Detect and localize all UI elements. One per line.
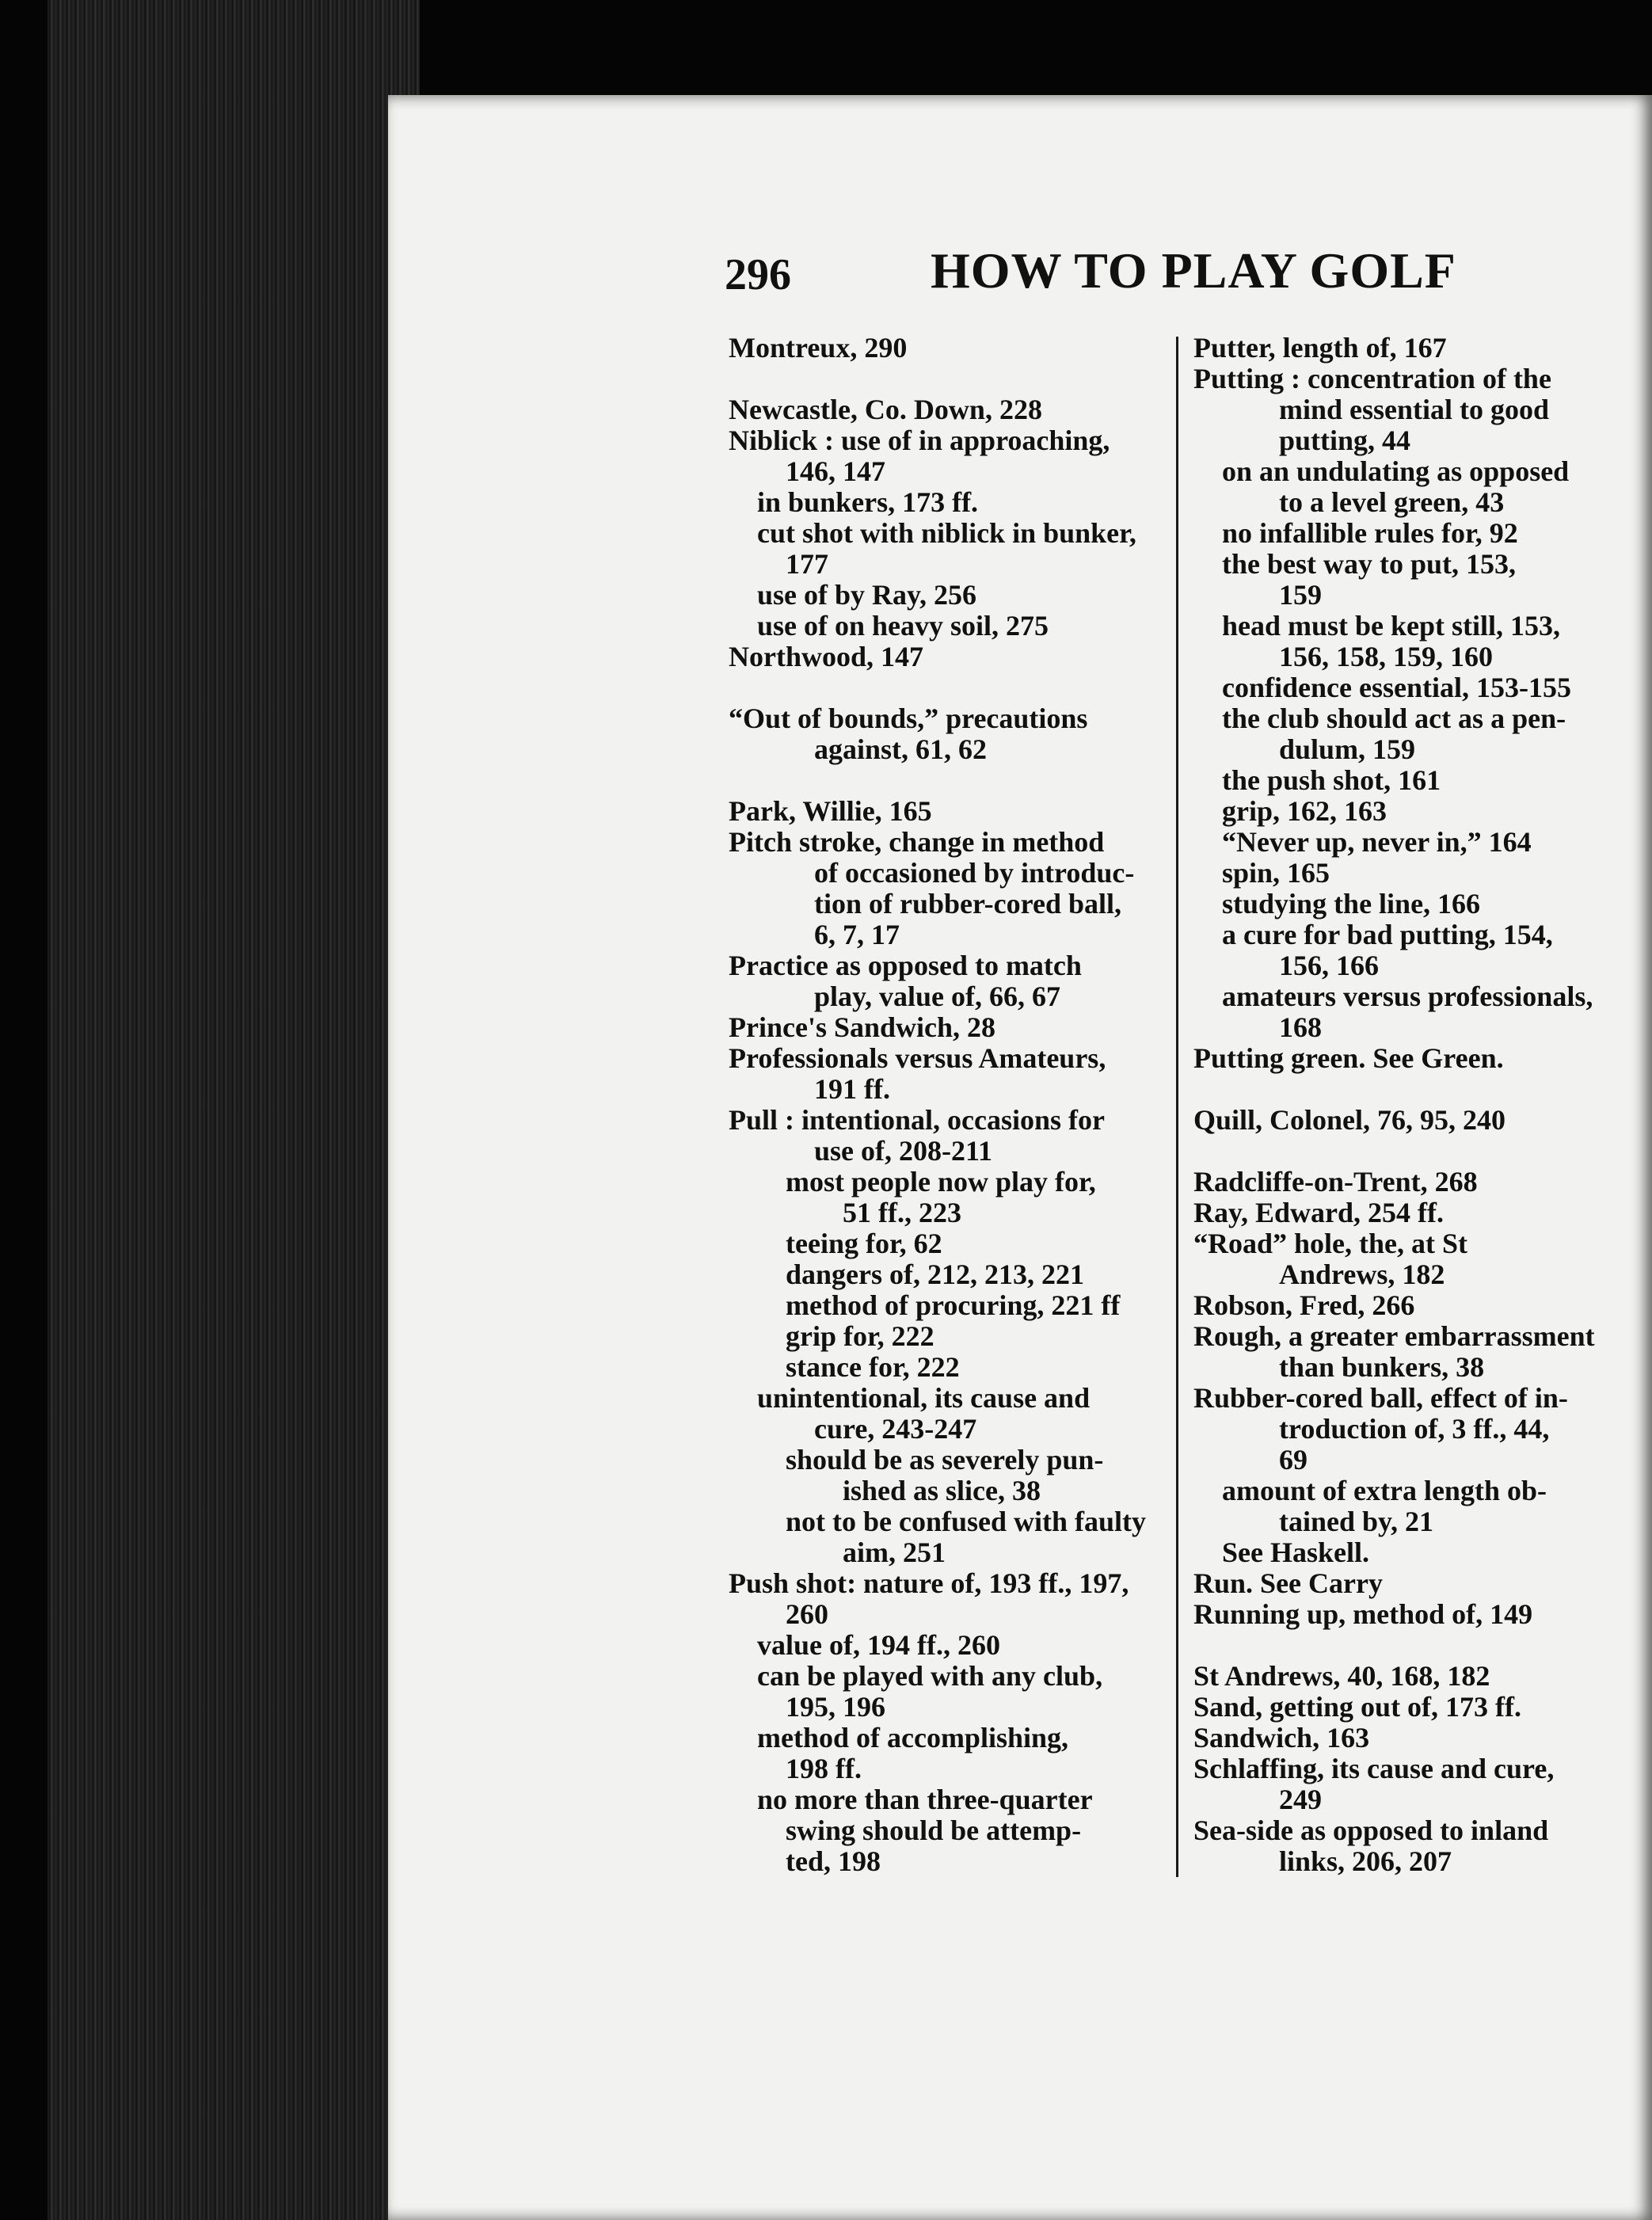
index-entry — [1193, 1043, 1629, 1074]
index-entry-subline: 159 — [1279, 579, 1322, 611]
index-entry — [1193, 1198, 1629, 1228]
index-entry — [1193, 1815, 1629, 1877]
index-entry-heading: Putter, length of, 167 — [1193, 332, 1447, 364]
index-entry-subline: the push shot, 161 — [1222, 764, 1441, 796]
index-entry-heading: Sea-side as opposed to inland — [1193, 1814, 1549, 1846]
index-entry-subline: 260 — [786, 1598, 828, 1630]
index-entry — [1193, 364, 1629, 1043]
index-entry-heading: Rough, a greater embarrassment — [1193, 1320, 1595, 1352]
index-entry-heading: Putting green. See Green. — [1193, 1042, 1504, 1074]
index-entry — [1193, 1290, 1629, 1321]
index-entry-heading: Rubber-cored ball, effect of in- — [1193, 1382, 1568, 1414]
index-entry — [729, 1043, 1164, 1105]
index-entry-heading: Newcastle, Co. Down, 228 — [729, 394, 1042, 425]
index-entry — [729, 1012, 1164, 1043]
index-entry-heading: Ray, Edward, 254 ff. — [1193, 1197, 1445, 1228]
index-entry — [1193, 1599, 1629, 1630]
index-entry-subline: Andrews, 182 — [1279, 1259, 1445, 1290]
index-entry — [1193, 1167, 1629, 1198]
index-entry-subline: spin, 165 — [1222, 857, 1330, 889]
index-entry-subline: 69 — [1279, 1444, 1308, 1476]
index-entry-subline: ished as slice, 38 — [843, 1475, 1041, 1506]
index-entry-subline: 51 ff., 223 — [843, 1197, 961, 1228]
index-entry-heading: Professionals versus Amateurs, — [729, 1042, 1106, 1074]
index-entry-subline: 6, 7, 17 — [814, 919, 900, 950]
index-entry-subline: 146, 147 — [786, 455, 885, 487]
index-entry-subline: method of accomplishing, — [757, 1722, 1069, 1754]
index-entry-subline: to a level green, 43 — [1279, 486, 1505, 518]
index-entry-heading: Pitch stroke, change in method — [729, 826, 1105, 858]
index-entry-subline: dulum, 159 — [1279, 733, 1416, 765]
index-entry-subline: 156, 166 — [1279, 950, 1379, 981]
entry-gap — [729, 364, 1164, 394]
index-entry-heading: Sandwich, 163 — [1193, 1722, 1370, 1754]
index-entry-subline: teeing for, 62 — [786, 1228, 942, 1259]
index-entry-subline: 168 — [1279, 1011, 1322, 1043]
index-entry-subline: 198 ff. — [786, 1753, 862, 1784]
index-entry-subline: no more than three-quarter — [757, 1784, 1093, 1815]
index-entry-heading: Prince's Sandwich, 28 — [729, 1011, 996, 1043]
index-entry — [729, 425, 1164, 642]
index-entry-heading: St Andrews, 40, 168, 182 — [1193, 1660, 1490, 1692]
index-entry — [729, 394, 1164, 425]
index-entry — [1193, 333, 1629, 364]
index-entry — [729, 1568, 1164, 1877]
index-entry — [729, 950, 1164, 1012]
index-entry-subline: putting, 44 — [1279, 425, 1411, 456]
index-entry-subline: cut shot with niblick in bunker, — [757, 517, 1136, 549]
index-entry-heading: Push shot: nature of, 193 ff., 197, — [729, 1567, 1129, 1599]
index-entry-subline: of occasioned by introduc- — [814, 857, 1135, 889]
index-entry-subline: not to be confused with faulty — [786, 1506, 1147, 1537]
index-entry — [1193, 1754, 1629, 1815]
entry-gap — [1193, 1136, 1629, 1167]
index-entry-subline: 191 ff. — [814, 1073, 890, 1105]
index-entry — [1193, 1228, 1629, 1290]
index-entry-heading: Northwood, 147 — [729, 641, 924, 672]
index-entry-heading: Putting : concentration of the — [1193, 363, 1551, 394]
index-entry-heading: Run. See Carry — [1193, 1567, 1383, 1599]
index-entry — [729, 703, 1164, 765]
index-entry-subline: 156, 158, 159, 160 — [1279, 641, 1493, 672]
index-entry-subline: amateurs versus professionals, — [1222, 981, 1593, 1012]
entry-gap — [729, 765, 1164, 796]
index-entry-heading: Quill, Colonel, 76, 95, 240 — [1193, 1104, 1506, 1136]
index-entry-subline: can be played with any club, — [757, 1660, 1103, 1692]
index-entry-subline: play, value of, 66, 67 — [814, 981, 1061, 1012]
index-entry-subline: method of procuring, 221 ff — [786, 1289, 1121, 1321]
index-entry-subline: value of, 194 ff., 260 — [757, 1629, 1000, 1661]
index-entry-subline: amount of extra length ob- — [1222, 1475, 1547, 1506]
index-entry-subline: confidence essential, 153-155 — [1222, 672, 1571, 703]
index-entry — [1193, 1321, 1629, 1383]
index-entry-subline: tained by, 21 — [1279, 1506, 1434, 1537]
index-entry — [729, 827, 1164, 950]
index-entry-subline: most people now play for, — [786, 1166, 1096, 1198]
index-entry-heading: Niblick : use of in approaching, — [729, 425, 1110, 456]
index-entry-subline: no infallible rules for, 92 — [1222, 517, 1518, 549]
index-entry — [1193, 1723, 1629, 1754]
index-entry-subline: cure, 243-247 — [814, 1413, 977, 1445]
index-entry-subline: the best way to put, 153, — [1222, 548, 1517, 580]
index-entry-subline: than bunkers, 38 — [1279, 1351, 1485, 1383]
index-entry-subline: should be as severely pun- — [786, 1444, 1104, 1476]
column-divider — [1176, 337, 1178, 1877]
index-entry — [729, 333, 1164, 364]
index-entry — [729, 796, 1164, 827]
index-entry-subline: on an undulating as opposed — [1222, 455, 1570, 487]
index-entry-subline: unintentional, its cause and — [757, 1382, 1091, 1414]
index-entry-subline: against, 61, 62 — [814, 733, 988, 765]
index-entry-subline: grip, 162, 163 — [1222, 795, 1387, 827]
book-page-edges — [48, 0, 420, 2220]
index-entry-heading: Schlaffing, its cause and cure, — [1193, 1753, 1555, 1784]
book-title: HOW TO PLAY GOLF — [931, 242, 1456, 299]
entry-gap — [1193, 1630, 1629, 1661]
index-entry-subline: use of, 208-211 — [814, 1135, 992, 1167]
index-entry-subline: use of by Ray, 256 — [757, 579, 977, 611]
index-entry-heading: Pull : intentional, occasions for — [729, 1104, 1105, 1136]
index-entry-heading: Practice as opposed to match — [729, 950, 1082, 981]
index-entry-subline: stance for, 222 — [786, 1351, 960, 1383]
index-entry-subline: dangers of, 212, 213, 221 — [786, 1259, 1084, 1290]
index-entry — [1193, 1383, 1629, 1568]
index-entry-subline: “Never up, never in,” 164 — [1222, 826, 1532, 858]
index-entry-subline: mind essential to good — [1279, 394, 1550, 425]
index-entry-subline: aim, 251 — [843, 1536, 946, 1568]
index-entry-subline: use of on heavy soil, 275 — [757, 610, 1049, 642]
index-entry-heading: Robson, Fred, 266 — [1193, 1289, 1415, 1321]
index-entry — [1193, 1568, 1629, 1599]
index-entry-heading: Park, Willie, 165 — [729, 795, 932, 827]
index-entry — [1193, 1692, 1629, 1723]
index-column-left — [729, 333, 1164, 1877]
index-entry — [729, 1105, 1164, 1568]
index-entry-subline: head must be kept still, 153, — [1222, 610, 1561, 642]
index-entry-subline: the club should act as a pen- — [1222, 703, 1566, 734]
page-number: 296 — [725, 250, 791, 299]
index-entry-subline: swing should be attemp- — [786, 1814, 1082, 1846]
index-entry-heading: “Road” hole, the, at St — [1193, 1228, 1468, 1259]
index-entry-heading: “Out of bounds,” precautions — [729, 703, 1088, 734]
index-entry-subline: a cure for bad putting, 154, — [1222, 919, 1553, 950]
index-entry-subline: ted, 198 — [786, 1845, 881, 1877]
index-column-right — [1193, 333, 1629, 1877]
index-entry — [1193, 1105, 1629, 1136]
index-entry-subline: 177 — [786, 548, 828, 580]
entry-gap — [1193, 1074, 1629, 1105]
index-entry-heading: Running up, method of, 149 — [1193, 1598, 1533, 1630]
index-entry-subline: studying the line, 166 — [1222, 888, 1481, 920]
index-entry-heading: Sand, getting out of, 173 ff. — [1193, 1691, 1522, 1723]
index-entry-heading: Radcliffe-on-Trent, 268 — [1193, 1166, 1478, 1198]
index-entry-subline: 195, 196 — [786, 1691, 885, 1723]
index-entry-subline: 249 — [1279, 1784, 1322, 1815]
index-entry — [1193, 1661, 1629, 1692]
index-entry — [729, 642, 1164, 672]
index-entry-subline: grip for, 222 — [786, 1320, 934, 1352]
index-entry-subline: See Haskell. — [1222, 1536, 1369, 1568]
index-entry-subline: in bunkers, 173 ff. — [757, 486, 979, 518]
index-entry-subline: links, 206, 207 — [1279, 1845, 1452, 1877]
index-entry-heading: Montreux, 290 — [729, 332, 908, 364]
entry-gap — [729, 672, 1164, 703]
index-entry-subline: tion of rubber-cored ball, — [814, 888, 1121, 920]
index-entry-subline: troduction of, 3 ff., 44, — [1279, 1413, 1550, 1445]
